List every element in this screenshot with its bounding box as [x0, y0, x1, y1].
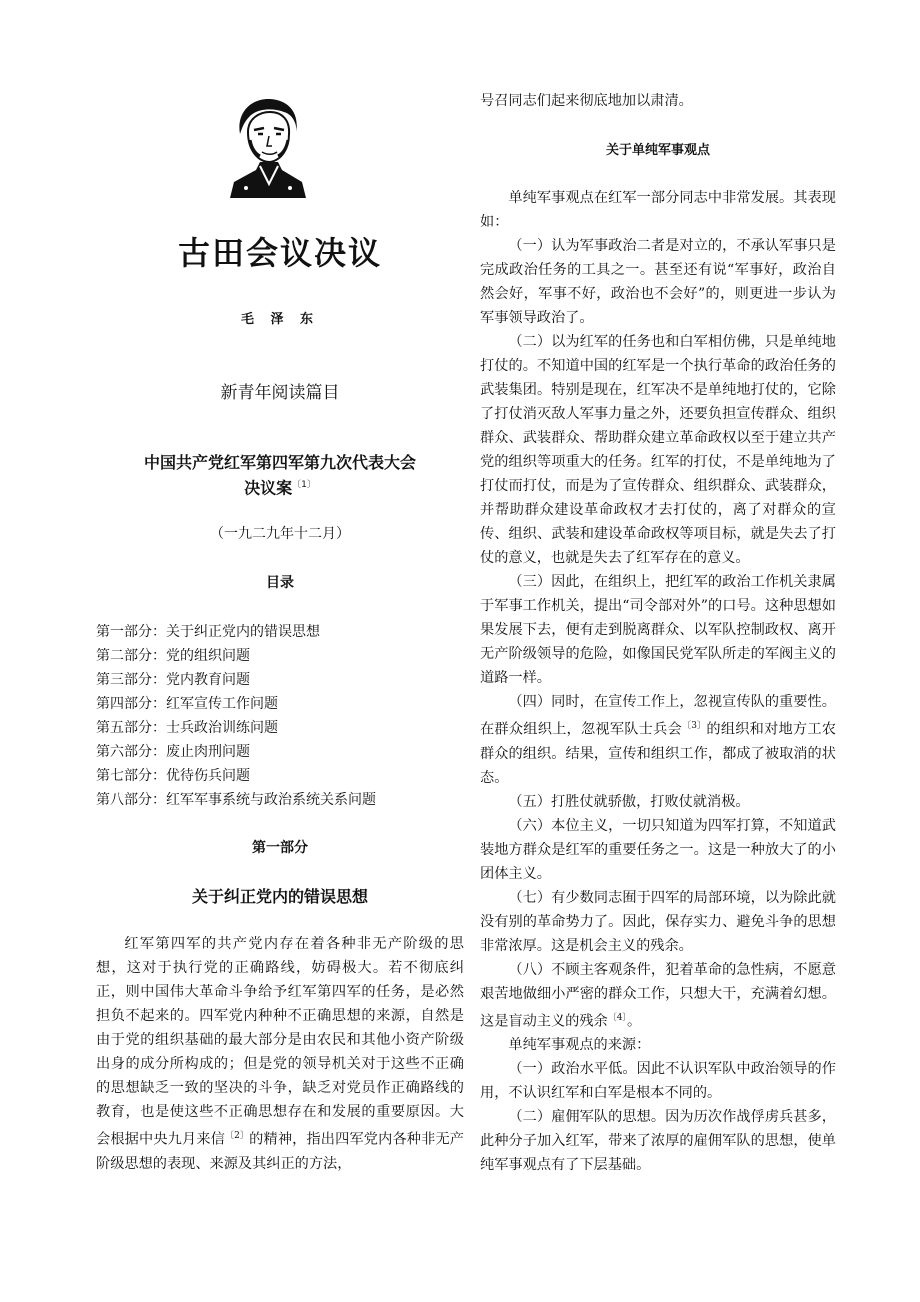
item8-text-b: 。: [626, 1013, 642, 1030]
footnote-ref-2[interactable]: 〔2〕: [224, 1131, 250, 1141]
toc-item[interactable]: 第七部分：优待伤兵问题: [96, 768, 250, 784]
document-title-text: 决议案: [244, 478, 293, 498]
list-item-5: （五）打胜仗就骄傲，打败仗就消极。: [508, 793, 750, 810]
toc-item[interactable]: 第四部分：红军宣传工作问题: [96, 696, 278, 712]
footnote-ref-3[interactable]: 〔3〕: [681, 721, 707, 731]
series-title: 新青年阅读篇目: [220, 383, 340, 403]
intro-continued: [480, 89, 836, 113]
main-title: 古田会议决议: [177, 234, 382, 272]
mao-portrait-icon: [226, 94, 308, 198]
intro-text-a: 红军第四军的共产党内存在着各种非无产阶级的思想，这对于执行党的正确路线，妨碍极大。若不彻底纠正，则中国伟大革命斗争给予红军第四军的任务，是必然担负不起来的。四军党内种种不正确思想的来源，自然是由于党的组织基础的最大部分是由农民和其他小资产阶级出身的成分所构成的；但是党的领导机关对于这些不正确的思想缺乏一致的坚决的斗争，缺乏对党员作正确路线的教育，也是使这些不正确思想存在和发展的重要原因。大会根据中央九月来信: [96, 936, 464, 1148]
list-item-6: （六）本位主义，一切只知道为四军打算，不知道武装地方群众是红军的重要任务之一。这是一种放大了的小团体主义。: [480, 817, 836, 882]
toc-item[interactable]: 第六部分：废止肉刑问题: [96, 744, 250, 760]
toc-item[interactable]: 第一部分：关于纠正党内的错误思想: [96, 624, 320, 640]
intro-paragraph-continued: 号召同志们起来彻底地加以肃清。: [480, 93, 693, 109]
item8-text-a: （八）不顾主客观条件，犯着革命的急性病，不愿意艰苦地做细小严密的群众工作，只想大干，充满着幻想。这是盲动主义的残余: [480, 961, 836, 1030]
lead-paragraph: 单纯军事观点在红军一部分同志中非常发展。其表现如：: [480, 190, 836, 230]
intro-text-b: 的精神，指出四军党内各种非无产阶级思想的表现、来源及其纠正的方法，: [96, 1131, 464, 1172]
subsection-heading: 关于单纯军事观点: [605, 143, 710, 158]
item4-text-a: （四）同时，在宣传工作上，忽视宣传队的重要性。在群众组织上，忽视军队士兵会: [480, 694, 836, 738]
item4-text-b: 的组织和对地方工农群众的组织。结果，宣传和组织工作，都成了被取消的状态。: [480, 721, 836, 786]
toc-item[interactable]: 第三部分：党内教育问题: [96, 672, 250, 688]
table-of-contents: [96, 620, 464, 812]
author: 毛 泽 东: [240, 312, 320, 327]
document-date: （一九二九年十二月）: [210, 526, 350, 542]
intro-paragraph: [96, 932, 464, 1176]
list-item-2: （二）以为红军的任务也和白军相仿佛，只是单纯地打仗的。不知道中国的红军是一个执行革命的政治任务的武装集团。特别是现在，红军决不是单纯地打仗的，它除了打仗消灭敌人军事力量之外，还要负担宣传群众、组织群众、武装群众、帮助群众建立革命政权以至于建立共产党的组织等项重大的任务。红军的打仗，不是单纯地为了打仗而打仗，而是为了宣传群众、组织群众、武装群众，并帮助群众建设革命政权才去打仗的，离了对群众的宣传、组织、武装和建设革命政权等项目标，就是失去了打仗的意义，也就是失去了红军存在的意义。: [480, 334, 836, 566]
toc-item[interactable]: 第八部分：红军军事系统与政治系统关系问题: [96, 792, 376, 808]
toc-item[interactable]: 第五部分：士兵政治训练问题: [96, 720, 278, 736]
source-lead: 单纯军事观点的来源：: [508, 1037, 651, 1054]
list-item-1: （一）认为军事政治二者是对立的，不承认军事只是完成政治任务的工具之一。甚至还有说“军事好，政治自然会好，军事不好，政治也不会好”的，则更进一步认为军事领导政治了。: [480, 238, 836, 326]
toc-item[interactable]: 第二部分：党的组织问题: [96, 648, 250, 664]
footnote-ref-1[interactable]: 〔1〕: [292, 480, 316, 490]
toc-title: 目录: [266, 575, 294, 591]
source-item-2: （二）雇佣军队的思想。因为历次作战俘虏兵甚多，此种分子加入红军，带来了浓厚的雇佣军队的思想，使单纯军事观点有了下层基础。: [480, 1109, 836, 1174]
document-title-line2: [96, 474, 464, 499]
document-title: [96, 452, 464, 499]
document-title-line1: 中国共产党红军第四军第九次代表大会: [143, 453, 416, 472]
intro-body: [96, 932, 464, 1176]
military-body: [480, 186, 836, 1177]
list-item-3: （三）因此，在组织上，把红军的政治工作机关隶属于军事工作机关，提出“司令部对外”的口号。这种思想如果发展下去，便有走到脱离群众、以军队控制政权、离开无产阶级领导的危险，如像国民党军队所走的军阀主义的道路一样。: [480, 574, 836, 686]
list-item-7: （七）有少数同志囿于四军的局部环境，以为除此就没有别的革命势力了。因此，保存实力、避免斗争的思想非常浓厚。这是机会主义的残余。: [480, 889, 836, 954]
source-item-1: （一）政治水平低。因此不认识军队中政治领导的作用，不认识红军和白军是根本不同的。: [480, 1061, 836, 1102]
footnote-ref-4[interactable]: 〔4〕: [607, 1012, 627, 1023]
section-heading: 关于纠正党内的错误思想: [191, 887, 368, 906]
list-item-8: [480, 958, 836, 1034]
part-heading: 第一部分: [252, 840, 308, 856]
list-item-4: [480, 690, 836, 790]
